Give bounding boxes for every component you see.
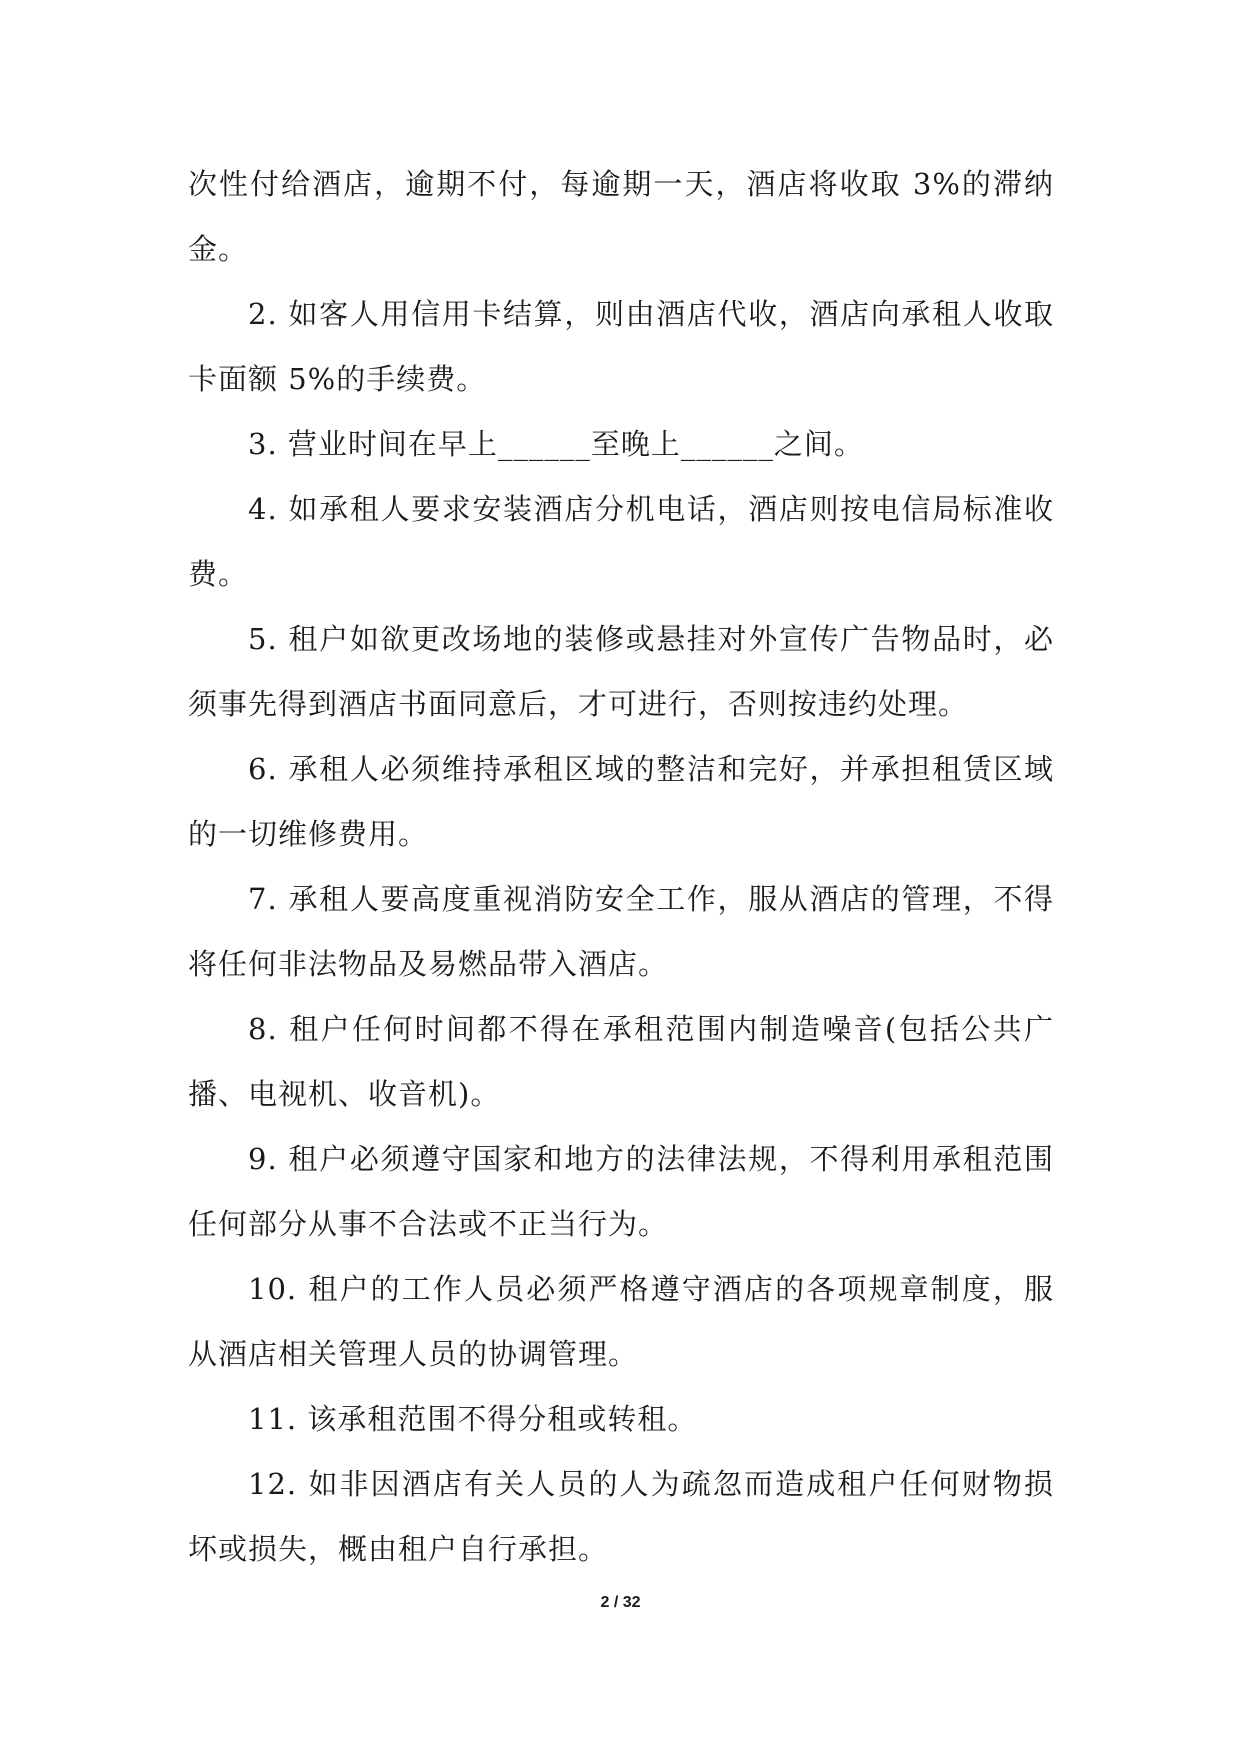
document-body	[188, 152, 1054, 1582]
paragraph-continuation: 次性付给酒店，逾期不付，每逾期一天，酒店将收取 3%的滞纳金。	[188, 167, 1054, 266]
paragraph-item-7: 7. 承租人要高度重视消防安全工作，服从酒店的管理，不得将任何非法物品及易燃品带入酒店。	[188, 882, 1054, 981]
paragraph-item-10: 10. 租户的工作人员必须严格遵守酒店的各项规章制度，服从酒店相关管理人员的协调管理。	[188, 1272, 1054, 1371]
paragraph-item-12: 12. 如非因酒店有关人员的人为疏忽而造成租户任何财物损坏或损失，概由租户自行承担。	[188, 1467, 1054, 1566]
paragraph-item-9: 9. 租户必须遵守国家和地方的法律法规，不得利用承租范围任何部分从事不合法或不正当行为。	[188, 1142, 1054, 1241]
paragraph-item-4: 4. 如承租人要求安装酒店分机电话，酒店则按电信局标准收费。	[188, 492, 1054, 591]
page-number: 2 / 32	[600, 1594, 641, 1611]
paragraph-item-3: 3. 营业时间在早上______至晚上______之间。	[248, 427, 864, 461]
paragraph-item-2: 2. 如客人用信用卡结算，则由酒店代收，酒店向承租人收取卡面额 5%的手续费。	[188, 297, 1054, 396]
paragraph-item-5: 5. 租户如欲更改场地的装修或悬挂对外宣传广告物品时，必须事先得到酒店书面同意后，才可进行，否则按违约处理。	[188, 622, 1054, 721]
paragraph-item-6: 6. 承租人必须维持承租区域的整洁和完好，并承担租赁区域的一切维修费用。	[188, 752, 1054, 851]
paragraph-item-11: 11. 该承租范围不得分租或转租。	[248, 1402, 698, 1436]
paragraph-item-8: 8. 租户任何时间都不得在承租范围内制造噪音(包括公共广播、电视机、收音机)。	[188, 1012, 1054, 1111]
